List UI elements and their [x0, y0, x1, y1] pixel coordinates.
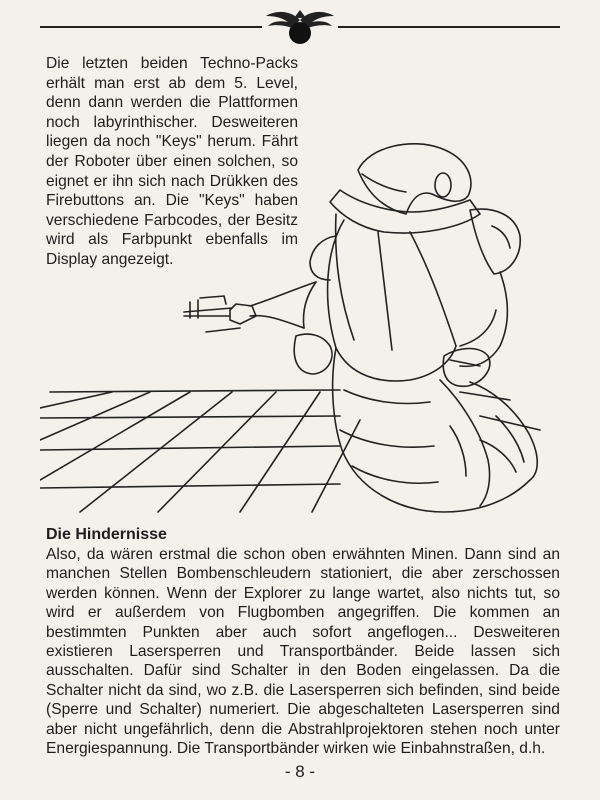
floor-grid [40, 390, 540, 512]
robot-illustration [40, 140, 560, 520]
section-body: Also, da wären erstmal die schon oben erwähnten Minen. Dann sind an manchen Stellen Bombenschleudern stationiert, die aber zerschossen werden können. Wenn der Explorer zu lange wartet, also nichts tut, so wird er außerdem von Flugbomben angegriffen. Die kommen an bestimmten Punkten aber auch sofort angeflogen... Desweiteren existieren Lasersperren und Transportbänder. Beide lassen sich ausschalten. Dafür sind Schalter in den Boden eingelassen. Da die Schalter nicht da sind, wo z.B. die Lasersperren sich befinden, sind beide (Sperre und Schalter) numeriert. Die abgeschalteten Lasersperren sind aber nicht ungefährlich, denn die Abstrahlprojektoren stehen noch unter Energiespannung. Die Transportbänder wirken wie Einbahnstraßen, d.h. [46, 546, 560, 758]
page-number: - 8 - [284, 762, 316, 781]
header-rule-right [338, 26, 560, 28]
winged-orb-ornament [262, 6, 338, 48]
header-rule-left [40, 26, 262, 28]
section-heading: Die Hindernisse [46, 526, 167, 543]
intro-paragraph: Die letzten beiden Techno-Packs erhält man erst ab dem 5. Level, denn dann werden die Plattformen noch labyrinthischer. Desweiteren liegen da noch "Keys" herum. Fährt der Roboter über einen solchen, so eignet er ihn sich nach Drükken des Firebuttons an. Die "Keys" haben verschiedene Farbcodes, der Besitz wird als Farbpunkt ebenfalls im Display angezeigt. [46, 55, 298, 268]
